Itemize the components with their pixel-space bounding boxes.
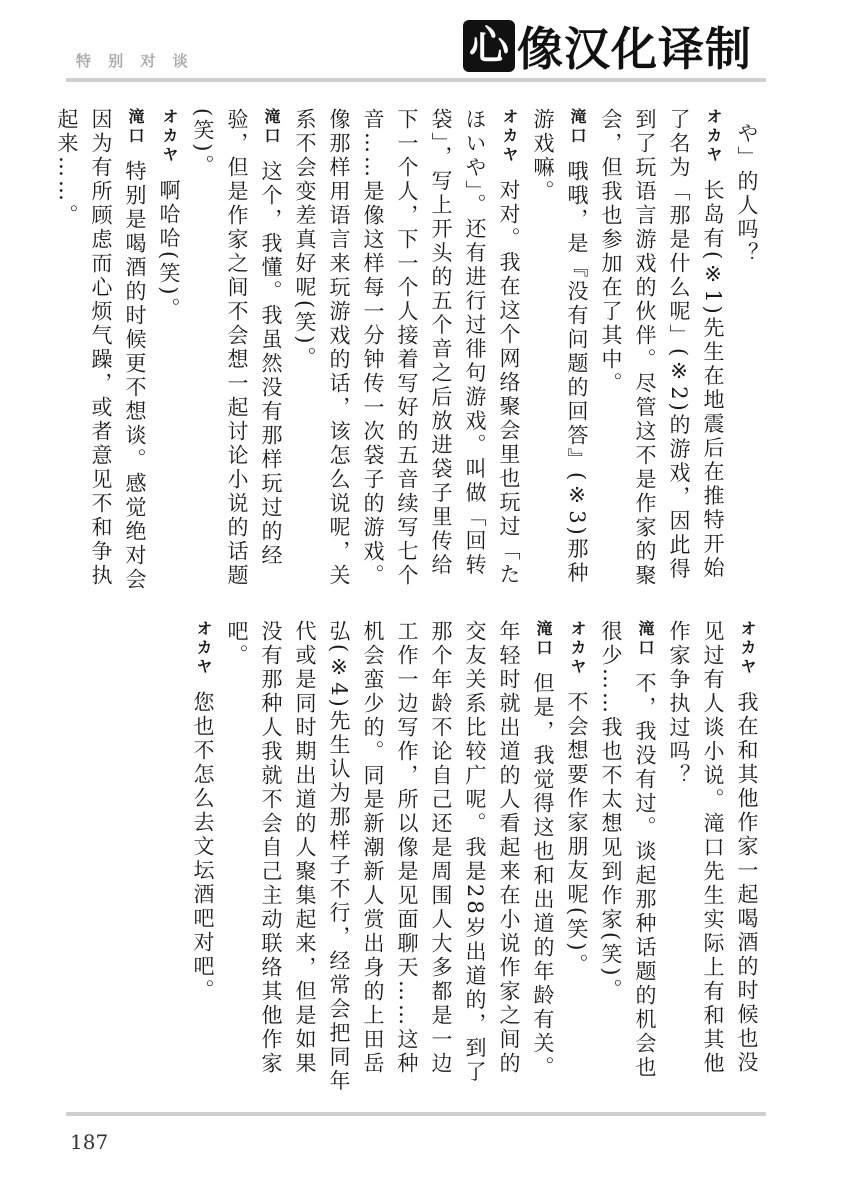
speaker-name: オカヤ bbox=[738, 620, 757, 677]
dialogue-paragraph bbox=[220, 620, 560, 1095]
dialogue-text: 您也不怎么去文坛酒吧对吧。 bbox=[191, 691, 215, 1003]
speaker-name: 滝口 bbox=[534, 620, 553, 658]
bottom-rule bbox=[66, 1112, 766, 1116]
dialogue-paragraph bbox=[594, 108, 730, 594]
upper-dialogue-column bbox=[55, 108, 764, 594]
dialogue-text: 长岛有(※1)先生在地震后在推特开始了名为「那是什么呢」(※2)的游戏，因此得到了玩语言游戏的伙伴。尽管这不是作家的聚会，但我也参加在了其中。 bbox=[599, 108, 725, 588]
lower-dialogue-column bbox=[74, 620, 764, 1095]
dialogue-text: 啊哈哈(笑)。 bbox=[157, 179, 181, 322]
dialogue-text: 对对。我在这个网络聚会里也玩过「たほいや」。还有进行过徘句游戏。叫做「回转袋」，写上开头的五个音之后放进袋子里传给下一个人，下一个人接着写好的五音续写七个音……是像这样每一分钟传一次袋子的游戏。像那样用语言来玩游戏的话，该怎么说呢，关系不会变差真好呢(笑)。 bbox=[293, 108, 521, 588]
dialogue-text: 哦哦，是『没有问题的回答』(※3)那种游戏嘛。 bbox=[531, 108, 589, 586]
dialogue-paragraph bbox=[526, 108, 594, 594]
dialogue-text: 不会想要作家朋友呢(笑)。 bbox=[565, 691, 589, 978]
section-label: 特 别 对 谈 bbox=[76, 52, 194, 70]
speaker-name: オカヤ bbox=[500, 108, 519, 165]
logo-mark: 心 bbox=[463, 20, 515, 72]
speaker-name: 滝口 bbox=[262, 108, 281, 146]
translator-logo bbox=[463, 18, 752, 74]
dialogue-paragraph bbox=[288, 108, 526, 594]
page-number: 187 bbox=[70, 1130, 109, 1154]
dialogue-text: 特别是喝酒的时候更不想谈。感觉绝对会因为有所顾虑而心烦气躁，或者意见不和争执起来……。 bbox=[55, 108, 147, 592]
dialogue-text: 这个，我懂。我虽然没有那样玩过的经验，但是作家之间不会想一起讨论小说的话题(笑)。 bbox=[191, 108, 283, 588]
dialogue-paragraph bbox=[730, 108, 764, 594]
speaker-name: オカヤ bbox=[160, 108, 179, 165]
dialogue-text: 不，我没有过。谈起那种话题的机会也很少……我也不太想见到作家(笑)。 bbox=[599, 620, 657, 1080]
dialogue-paragraph bbox=[186, 620, 220, 1095]
speaker-name: オカヤ bbox=[568, 620, 587, 677]
dialogue-paragraph bbox=[594, 620, 662, 1095]
speaker-name: オカヤ bbox=[704, 108, 723, 165]
dialogue-paragraph bbox=[560, 620, 594, 1095]
dialogue-paragraph bbox=[662, 620, 764, 1095]
speaker-name: 滝口 bbox=[568, 108, 587, 146]
dialogue-text: 我在和其他作家一起喝酒的时候也没见过有人谈小说。滝口先生实际上有和其他作家争执过吗？ bbox=[667, 620, 759, 1076]
dialogue-paragraph bbox=[50, 108, 152, 594]
logo-text: 像汉化译制 bbox=[517, 22, 752, 76]
speaker-name: 滝口 bbox=[126, 108, 145, 146]
top-rule bbox=[66, 78, 766, 82]
speaker-name: オカヤ bbox=[194, 620, 213, 677]
dialogue-text: 但是，我觉得这也和出道的年龄有关。年轻时就出道的人看起来在小说作家之间的交友关系比较广呢。我是28岁出道的，到了那个年龄不论自己还是周围人大多都是一边工作一边写作，所以像是见面聊天……这种机会蛮少的。同是新潮新人赏出身的上田岳弘(※4)先生认为那样子不行，经常会把同年代或是同时期出道的人聚集起来，但是如果没有那种人我就不会自己主动联络其他作家吧。 bbox=[225, 620, 555, 1094]
dialogue-paragraph bbox=[186, 108, 288, 594]
speaker-name: 滝口 bbox=[636, 620, 655, 658]
dialogue-paragraph bbox=[152, 108, 186, 594]
dialogue-text: や」的人吗？ bbox=[735, 122, 759, 266]
